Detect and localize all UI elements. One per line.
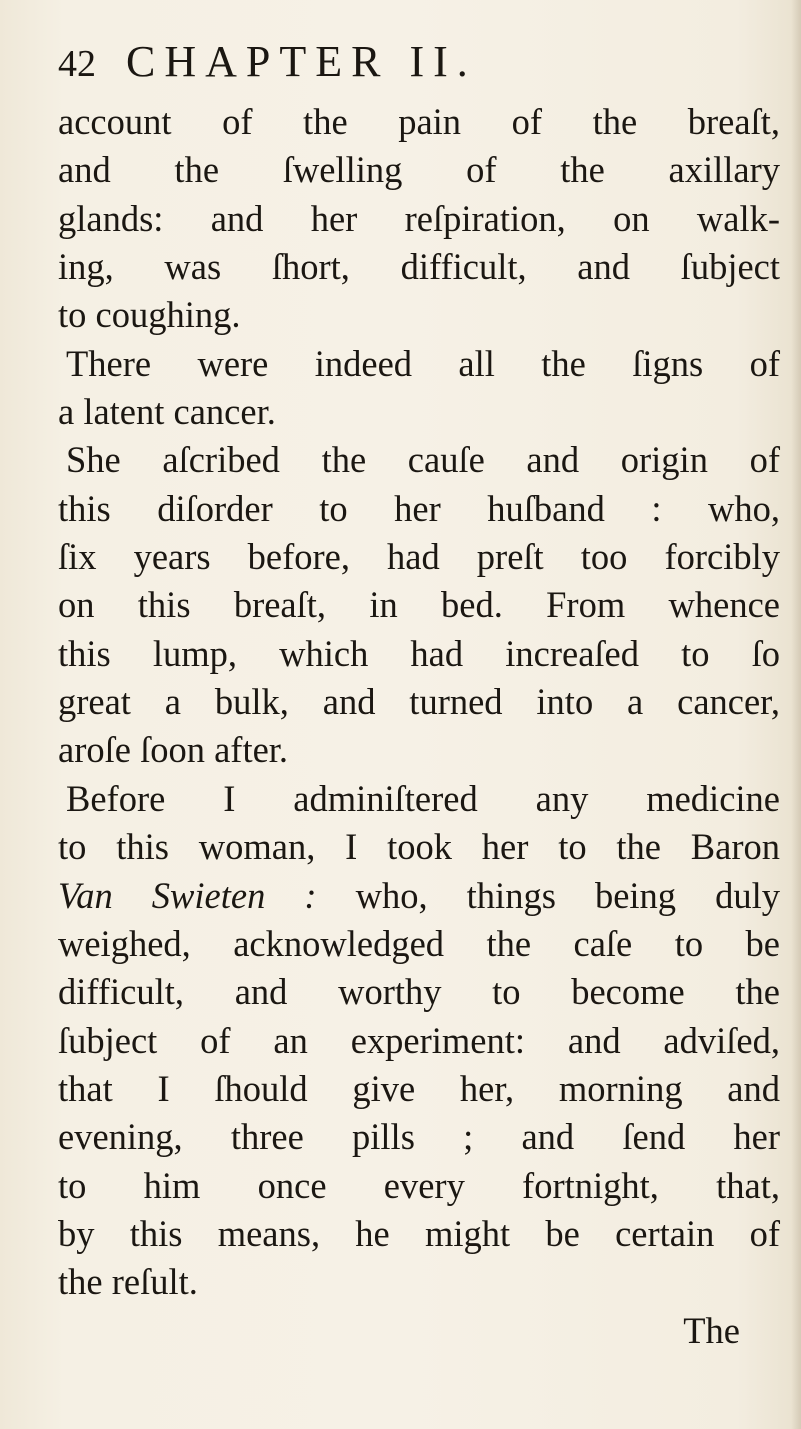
text-line: to this woman, I took her to the Baron (58, 826, 780, 868)
text-line: and the ſwelling of the axillary (58, 149, 780, 191)
text-line: this lump, which had increaſed to ſo (58, 632, 780, 674)
catchword: The (683, 1309, 740, 1351)
text-line: There were indeed all the ſigns of (66, 342, 780, 384)
body-text (58, 98, 780, 1355)
text-line (58, 872, 780, 920)
chapter-title: CHAPTER II. (126, 37, 477, 86)
text-line: She aſcribed the cauſe and origin of (66, 439, 780, 481)
text-line: glands: and her reſpiration, on walk- (58, 197, 780, 239)
page-number: 42 (58, 43, 96, 85)
text-line: this diſorder to her huſband : who, (58, 487, 780, 529)
text-line: weighed, acknowledged the caſe to be (58, 922, 780, 964)
text-line: a latent cancer. (58, 391, 276, 433)
text-fragment: who, things being duly (316, 874, 781, 916)
text-line: aroſe ſoon after. (58, 729, 289, 771)
text-line: difficult, and worthy to become the (58, 971, 780, 1013)
text-line: to him once every fortnight, that, (58, 1164, 780, 1206)
text-line: that I ſhould give her, morning and (58, 1067, 780, 1109)
text-line: the reſult. (58, 1261, 198, 1303)
text-line: ſix years before, had preſt too forcibly (58, 536, 780, 578)
text-line: by this means, he might be certain of (58, 1212, 780, 1254)
text-line: evening, three pills ; and ſend her (58, 1116, 780, 1158)
text-line: account of the pain of the breaſt, (58, 101, 780, 142)
text-line: on this breaſt, in bed. From whence (58, 584, 780, 626)
text-line: ſubject of an experiment: and adviſed, (58, 1019, 780, 1061)
italic-name: Van Swieten : (58, 874, 317, 916)
text-line: ing, was ſhort, difficult, and ſubject (58, 246, 780, 288)
text-line: to coughing. (58, 294, 241, 336)
page-edge-shadow (791, 0, 801, 1429)
text-line: Before I adminiſtered any medicine (66, 777, 780, 819)
text-line: great a bulk, and turned into a cancer, (58, 681, 780, 723)
